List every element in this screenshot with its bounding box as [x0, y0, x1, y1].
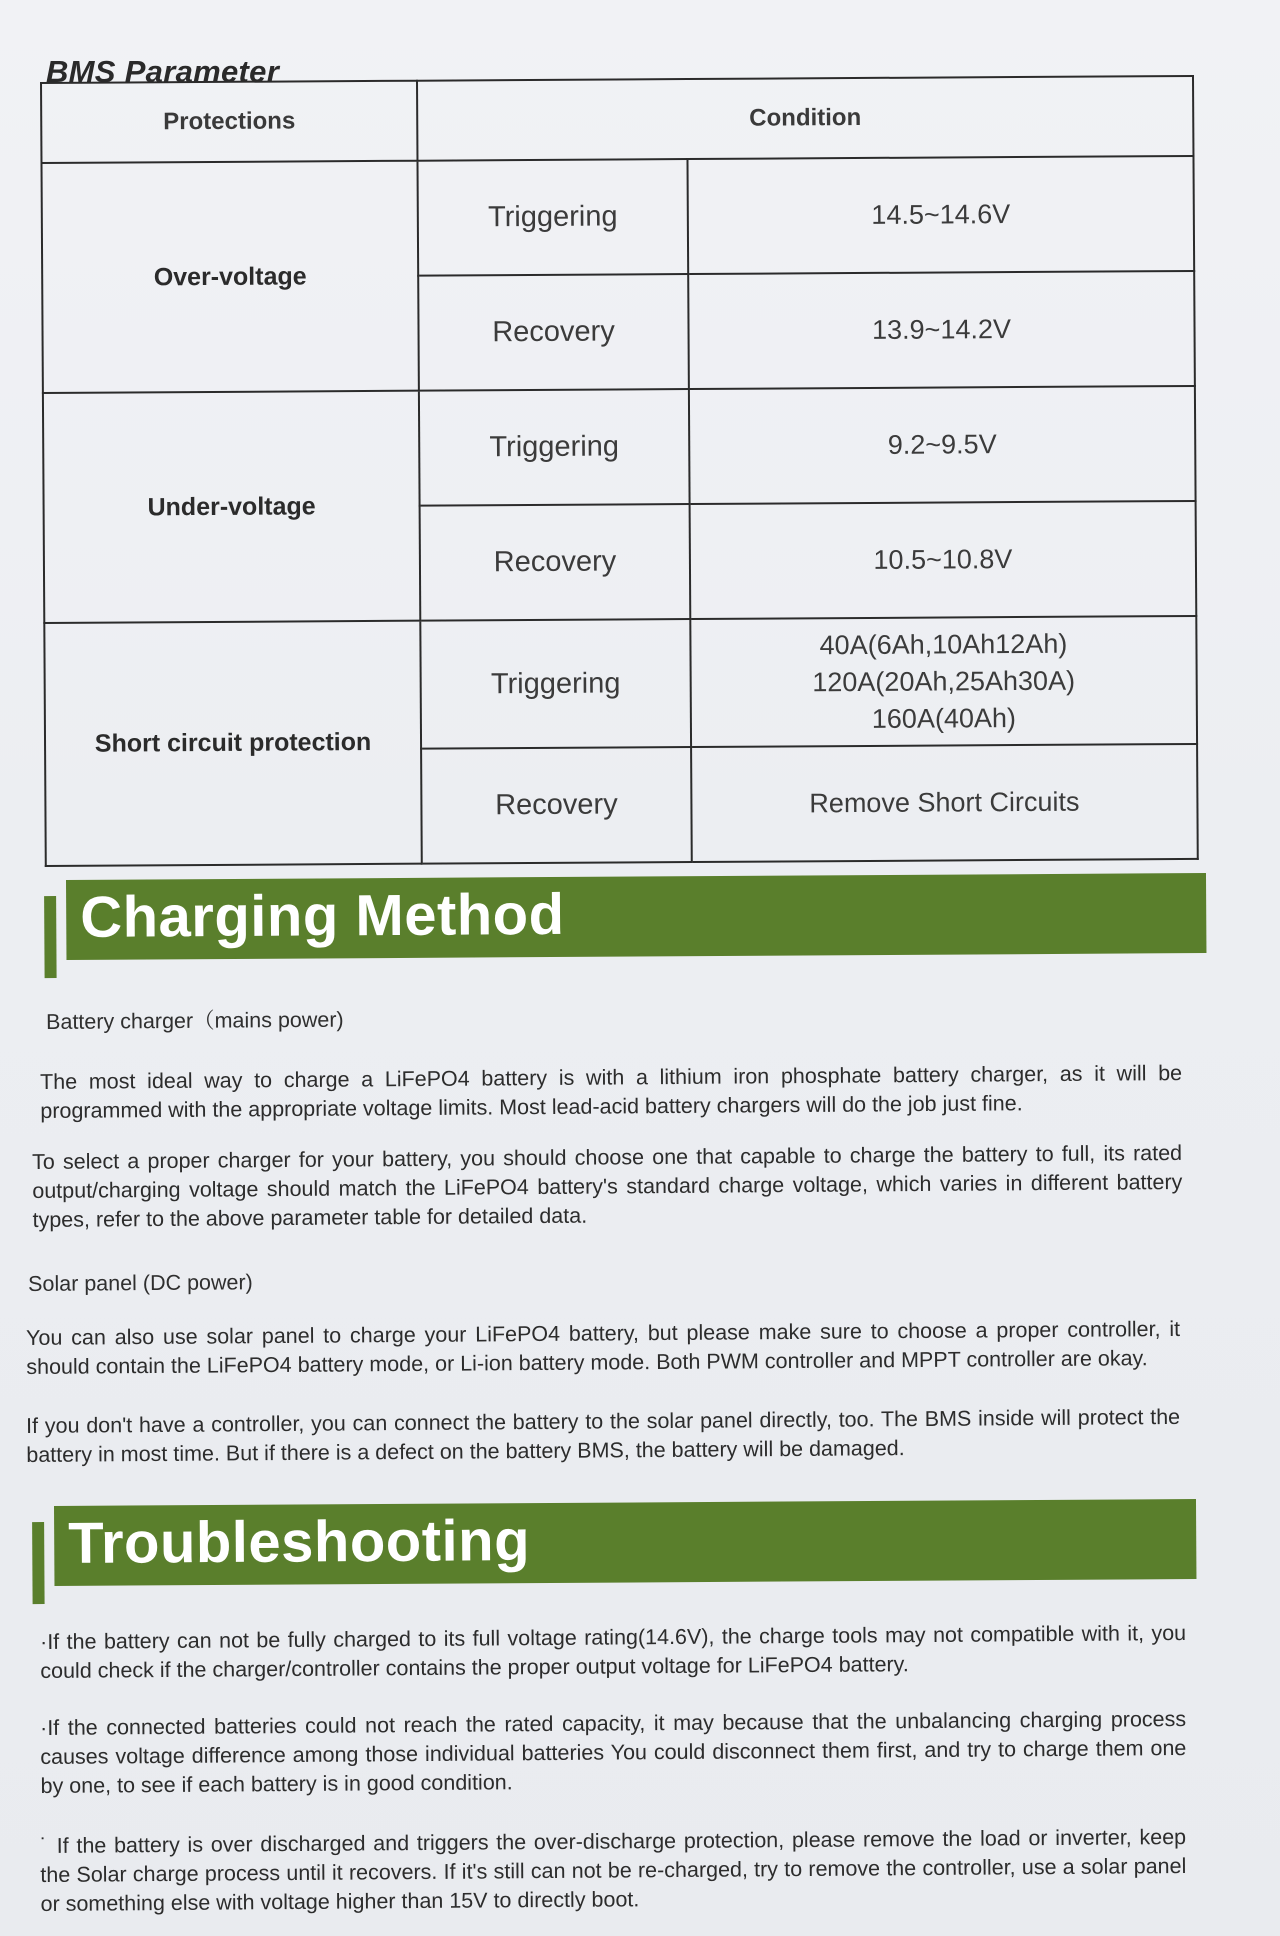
- charging-paragraph-1: The most ideal way to charge a LiFePO4 battery is with a lithium iron phosphate battery charger, as it will be programmed with the appropriate voltage limits. Most lead-acid battery chargers will do the job just fine.: [40, 1061, 1183, 1123]
- charging-paragraph-4: If you don't have a controller, you can connect the battery to the solar panel directly, too. The BMS inside will protect the battery in most time. But if there is a defect on the battery BMS, the battery will be damaged.: [26, 1404, 1181, 1467]
- troubleshooting-item-2: ·If the connected batteries could not reach the rated capacity, it may because that the unbalancing charging process causes voltage difference among those individual batteries You could disconnect them first, and try to charge them one by one, to see if each battery is in good condition.: [40, 1706, 1187, 1798]
- troubleshooting-banner: [54, 1499, 1196, 1586]
- value-recovery: 13.9~14.2V: [688, 271, 1195, 389]
- protection-short-circuit: Short circuit protection: [44, 621, 421, 866]
- bms-parameter-table: [40, 75, 1199, 867]
- mode-recovery: Recovery: [418, 274, 689, 391]
- value-triggering: 14.5~14.6V: [687, 156, 1194, 274]
- table-row: [44, 616, 1197, 751]
- charging-method-title: Charging Method: [80, 881, 565, 950]
- header-protections: Protections: [41, 81, 417, 163]
- solar-power-heading: Solar panel (DC power): [28, 1270, 253, 1296]
- protection-under-voltage: Under-voltage: [43, 391, 420, 623]
- value-triggering: 40A(6Ah,10Ah12Ah) 120A(20Ah,25Ah30A) 160A(40Ah): [690, 616, 1197, 747]
- table-row: [41, 156, 1194, 278]
- value-recovery: Remove Short Circuits: [691, 744, 1198, 862]
- bms-parameter-title: BMS Parameter: [46, 54, 280, 89]
- mode-triggering: Triggering: [417, 159, 688, 276]
- banner-accent-bar: [32, 1522, 45, 1604]
- mains-power-heading: Battery charger（mains power): [46, 1007, 344, 1034]
- charging-paragraph-3: You can also use solar panel to charge your LiFePO4 battery, but please make sure to choose a proper controller, it should contain the LiFePO4 battery mode, or Li-ion battery mode. Both PWM controller and MPPT controller are okay.: [26, 1316, 1181, 1379]
- troubleshooting-item-1: ·If the battery can not be fully charged to its full voltage rating(14.6V), the charge tools may not compatible with it, you could check if the charger/controller contains the proper output voltage for LiFePO4 battery.: [40, 1620, 1187, 1683]
- mode-recovery: Recovery: [421, 747, 692, 864]
- troubleshooting-item-3: ˙ If the battery is over discharged and triggers the over-discharge protection, please remove the load or inverter, keep the Solar charge process until it recovers. If it's still can not be re-charged, try to remove the controller, use a solar panel or something else with voltage higher than 15V to directly boot.: [40, 1824, 1187, 1916]
- header-condition: Condition: [417, 76, 1193, 161]
- table-row: [43, 386, 1196, 508]
- value-triggering: 9.2~9.5V: [689, 386, 1196, 504]
- banner-accent-bar: [44, 896, 57, 978]
- mode-recovery: Recovery: [420, 504, 691, 621]
- protection-over-voltage: Over-voltage: [41, 161, 418, 393]
- mode-triggering: Triggering: [420, 619, 691, 749]
- mode-triggering: Triggering: [419, 389, 690, 506]
- troubleshooting-title: Troubleshooting: [68, 1508, 531, 1576]
- value-recovery: 10.5~10.8V: [690, 501, 1197, 619]
- charging-paragraph-2: To select a proper charger for your battery, you should choose one that capable to charge the battery to full, its rated output/charging voltage should match the LiFePO4 battery's standard charge voltage, which varies in different battery types, refer to the above parameter table for detailed data.: [32, 1140, 1183, 1232]
- charging-method-banner: [66, 873, 1206, 960]
